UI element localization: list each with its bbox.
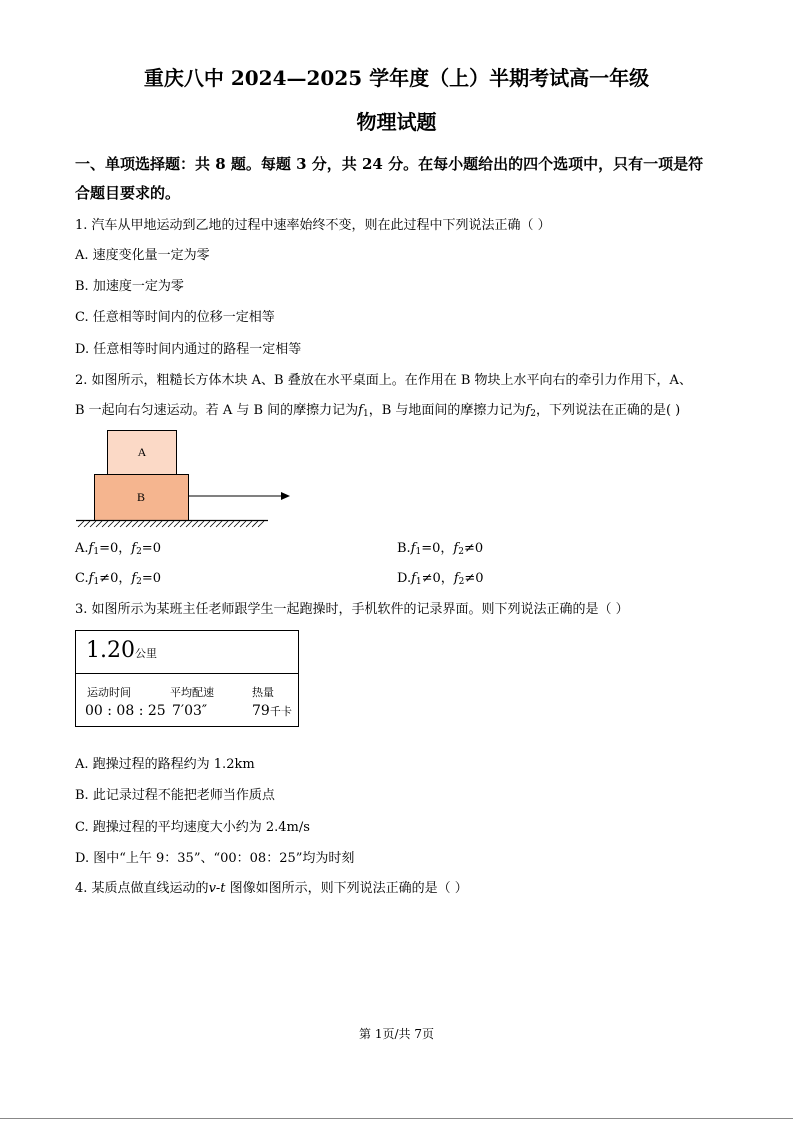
question-3-stem: 3. 如图所示为某班主任老师跟学生一起跑操时，手机软件的记录界面。则下列说法正确的是（ ） [75,602,629,617]
record-divider [76,673,298,674]
question-1-option-c: C. 任意相等时间内的位移一定相等 [75,310,275,325]
question-1-option-b: B. 加速度一定为零 [75,279,184,294]
record-pace-value: 7′03″ [172,703,208,719]
record-distance: 1.20公里 [86,638,157,663]
question-3-option-c: C. 跑操过程的平均速度大小约为 2.4m/s [75,820,310,835]
question-2-option-d: $D.f_1\ne 0$，$f_2\ne 0$ [397,571,484,587]
question-1-stem: 1. 汽车从甲地运动到乙地的过程中速率始终不变，则在此过程中下列说法正确（ ） [75,218,551,233]
record-label-pace: 平均配速 [170,686,214,699]
record-label-calories: 热量 [252,686,274,699]
page-number: 第 1页/共 7页 [359,1027,434,1041]
record-time-value: 00 : 08 : 25 [85,703,166,719]
question-2-option-c: $C.f_1\ne 0$，$f_2=0$ [75,571,162,587]
ground-hatching [78,521,264,527]
blocks-figure [70,425,300,530]
question-4-stem: 4. 某质点做直线运动的v-t 图像如图所示，则下列说法正确的是（ ） [75,881,468,896]
page-bottom-divider [0,1118,793,1119]
record-label-time: 运动时间 [87,686,131,699]
question-2-stem-line1: 2. 如图所示，粗糙长方体木块 A、B 叠放在水平桌面上。在作用在 B 物块上水平向右的牵引力作用下，A、 [75,373,692,388]
question-2-option-b: $B.f_1=0$，$f_2\ne 0$ [397,541,484,557]
question-3-option-b: B. 此记录过程不能把老师当作质点 [75,788,275,803]
section-heading-line2: 合题目要求的。 [75,184,181,202]
pull-force-arrowhead [281,492,290,500]
record-calories-value: 79千卡 [252,703,292,719]
question-1-option-d: D. 任意相等时间内通过的路程一定相等 [75,342,302,357]
exam-subject: 物理试题 [356,110,437,134]
question-3-option-a: A. 跑操过程的路程约为 1.2km [75,757,255,772]
block-b-label: B [136,490,146,504]
question-3-option-d: D. 图中“上午 9：35”、“00：08：25”均为时刻 [75,851,355,866]
block-a-label: A [137,445,147,459]
question-1-option-a: A. 速度变化量一定为零 [75,248,210,263]
running-record-figure [75,630,299,727]
section-heading-line1: 一、单项选择题：共 8 题。每题 3 分，共 24 分。在每小题给出的四个选项中，只有一项是符 [75,155,704,173]
exam-title: 重庆八中 2024—2025 学年度（上）半期考试高一年级 [143,66,650,90]
question-2-option-a: $A.f_1=0$，$f_2=0$ [75,541,161,557]
question-2-stem-line2: B 一起向右匀速运动。若 A 与 B 间的摩擦力记为$f_1$，B 与地面间的摩擦力记为$f_2$，下列说法在正确的是( ) [75,403,681,419]
